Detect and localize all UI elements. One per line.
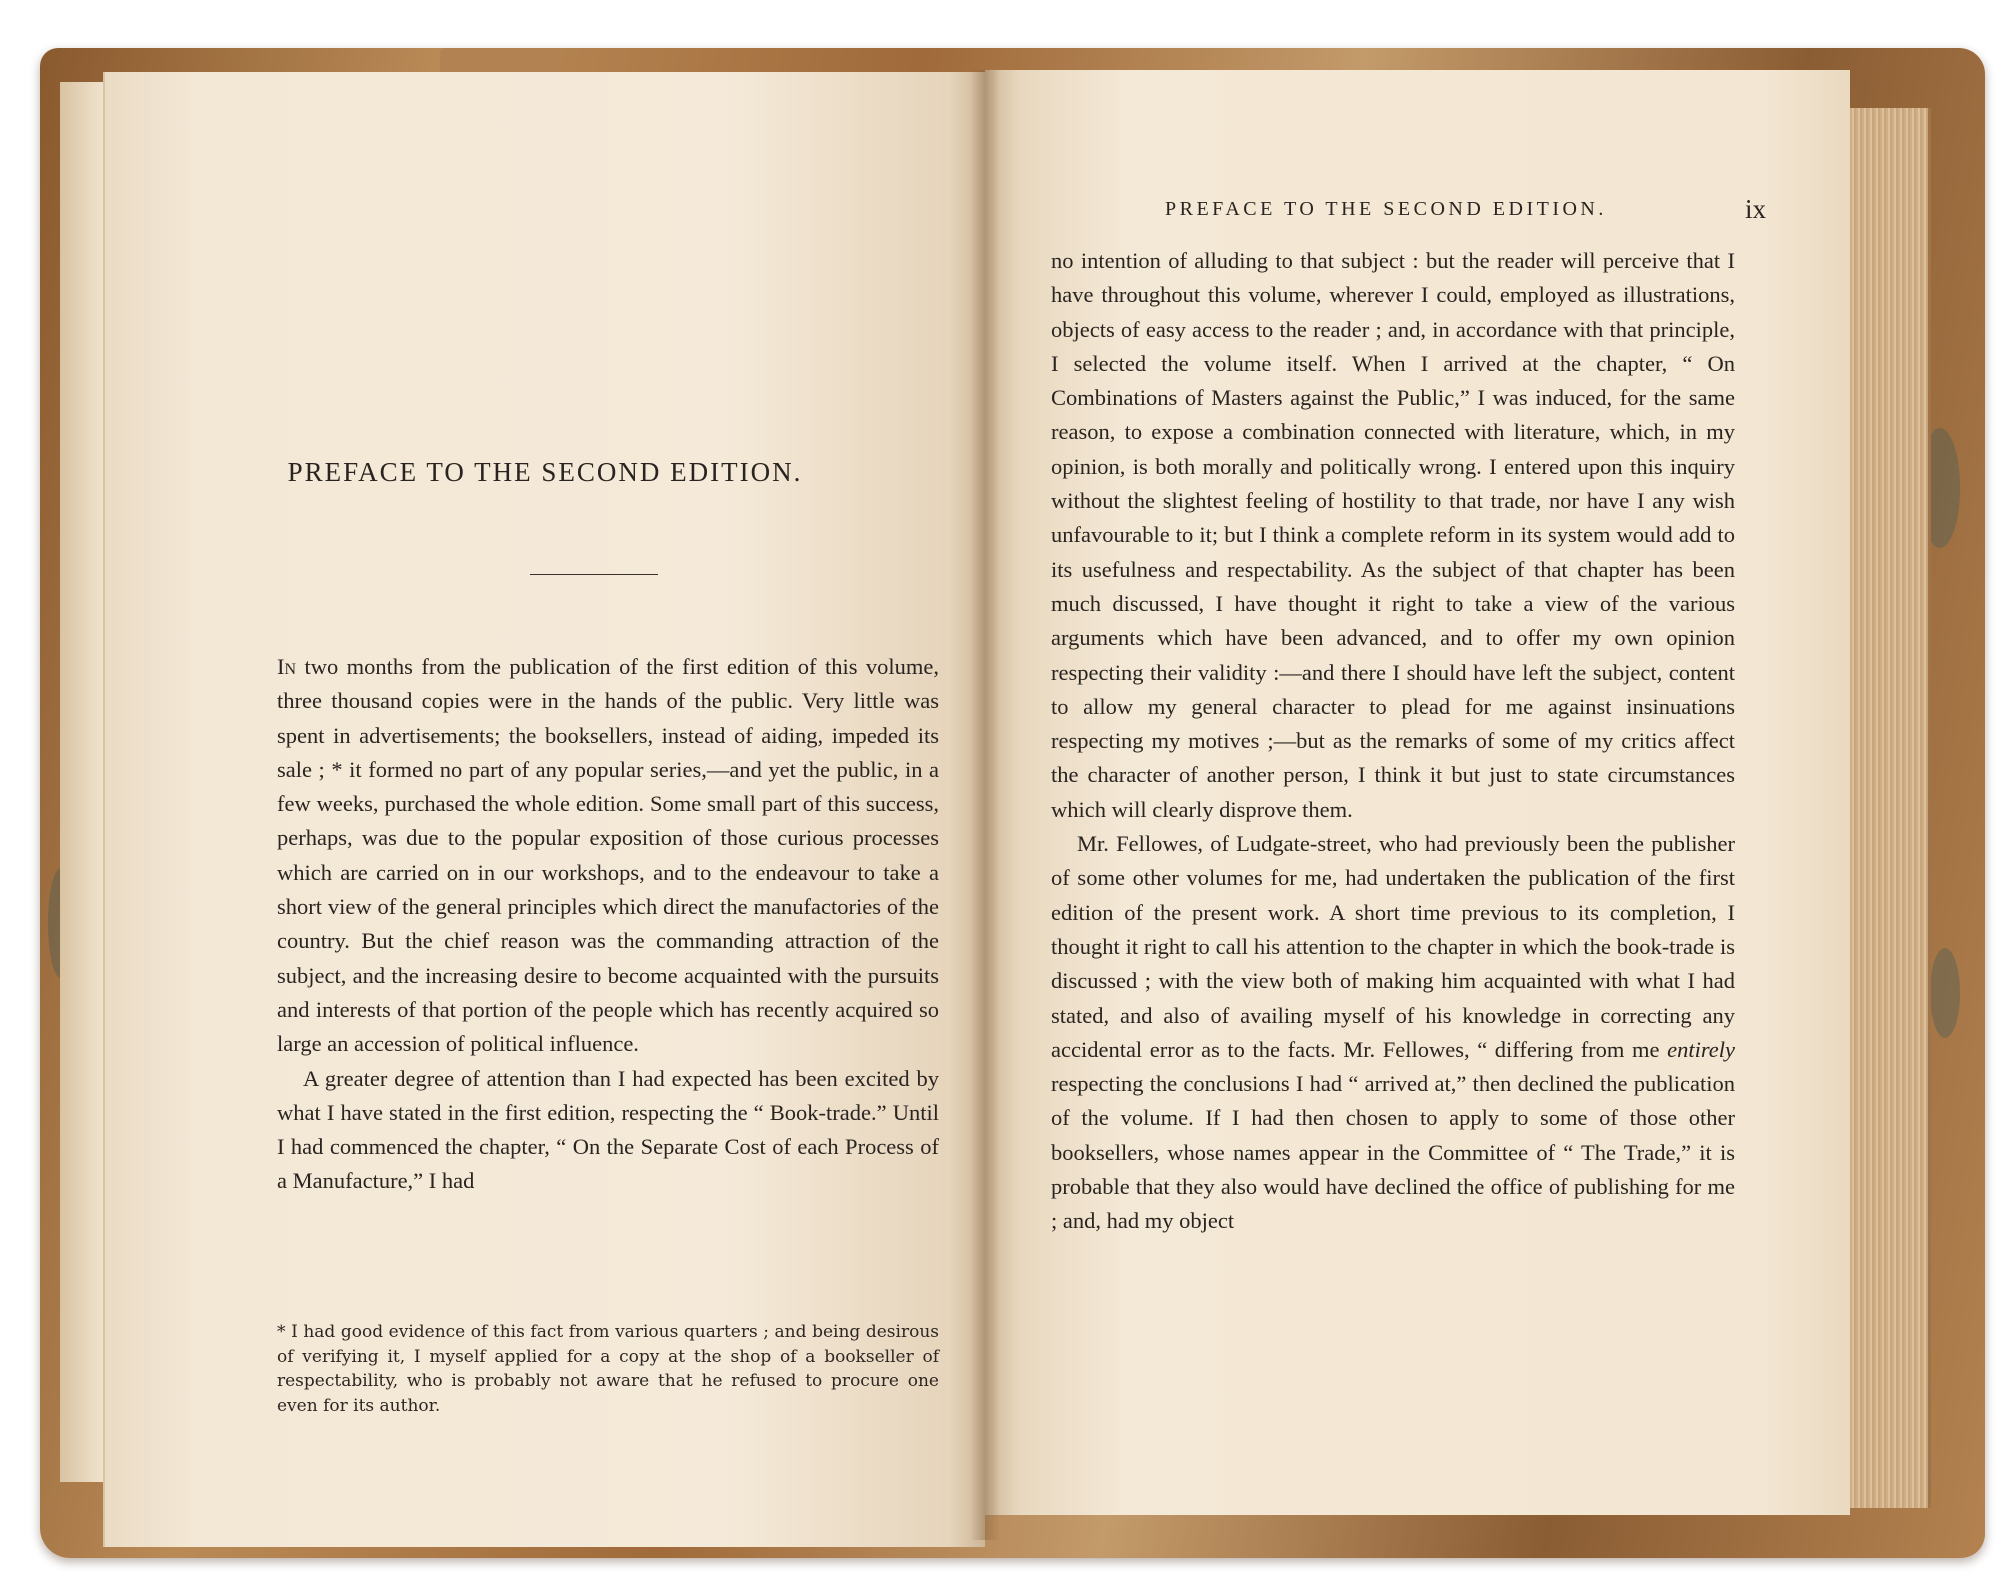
right-page-body <box>1051 244 1735 1239</box>
paragraph: A greater degree of attention than I had expected has been excited by what I have stated in the first edition, respecting the “ Book-trade.” Until I had commenced the chapter, “ On the Separate Cost of each Process of a Manufacture,” I had <box>277 1065 939 1194</box>
left-page <box>105 72 985 1547</box>
right-page-edges <box>1838 108 1931 1508</box>
italic-word: entirely <box>1667 1036 1735 1062</box>
paragraph-text: respecting the conclusions I had “ arrived at,” then declined the publication of the volume. If I had then chosen to apply to some of those other booksellers, whose names appear in the Committee of “ The Trade,” it is probable that they also would have declined the office of publishing for me ; and, had my object <box>1051 1071 1735 1234</box>
cover-marbling <box>1930 948 1960 1038</box>
running-head: PREFACE TO THE SECOND EDITION. <box>1165 198 1607 220</box>
book-gutter <box>970 70 1000 1540</box>
drop-lead: In <box>277 654 297 679</box>
paragraph-text: two months from the publication of the first edition of this volume, three thousand copies were in the hands of the public. Very little was spent in advertisements; the booksellers, instead of aiding, impeded its sale ; * it formed no part of any popular series,—and yet the public, in a few weeks, purchased the whole edition. Some small part of this success, perhaps, was due to the popular exposition of those curious processes which are carried on in our workshops, and to the endeavour to take a short view of the general principles which direct the manufactories of the country. But the chief reason was the commanding attraction of the subject, and the increasing desire to become acquainted with the pursuits and interests of that portion of the people which has recently acquired so large an accession of political influence. <box>277 654 939 1057</box>
page-number: ix <box>1745 194 1767 224</box>
paragraph-text: Mr. Fellowes, of Ludgate-street, who had previously been the publisher of some other volumes for me, had undertaken the publication of the first edition of the present work. A short time previous to its completion, I thought it right to call his attention to the chapter in which the book-trade is discussed ; with the view both of making him acquainted with what I had stated, and also of availing myself of his knowledge in correcting any accidental error as to the facts. Mr. Fellowes, “ differing from me <box>1051 831 1735 1062</box>
heading-rule <box>530 574 658 575</box>
paragraph <box>277 650 939 1062</box>
footnote: * I had good evidence of this fact from various quarters ; and being desirous of verifying it, I myself applied for a copy at the shop of a bookseller of respectability, who is probably not aware that he refused to procure one even for its author. <box>277 1322 939 1416</box>
right-page <box>985 70 1850 1515</box>
paragraph <box>1051 827 1735 1239</box>
chapter-heading: PREFACE TO THE SECOND EDITION. <box>287 457 803 487</box>
left-page-body <box>277 650 939 1199</box>
paragraph: no intention of alluding to that subject : but the reader will perceive that I have throughout this volume, wherever I could, employed as illustrations, objects of easy access to the reader ; and, in accordance with that principle, I selected the volume itself. When I arrived at the chapter, “ On Combinations of Masters against the Public,” I was induced, for the same reason, to expose a combination connected with literature, which, in my opinion, is both morally and politically wrong. I entered upon this inquiry without the slightest feeling of hostility to that trade, nor have I any wish unfavourable to it; but I think a complete reform in its system would add to its usefulness and respectability. As the subject of that chapter has been much discussed, I have thought it right to take a view of the various arguments which have been advanced, and to offer my own opinion respecting their validity :—and there I should have left the subject, content to allow my general character to plead for me against insinuations respecting my motives ;—but as the remarks of some of my critics affect the character of another person, I think it but just to state circumstances which will clearly disprove them. <box>1051 248 1735 822</box>
